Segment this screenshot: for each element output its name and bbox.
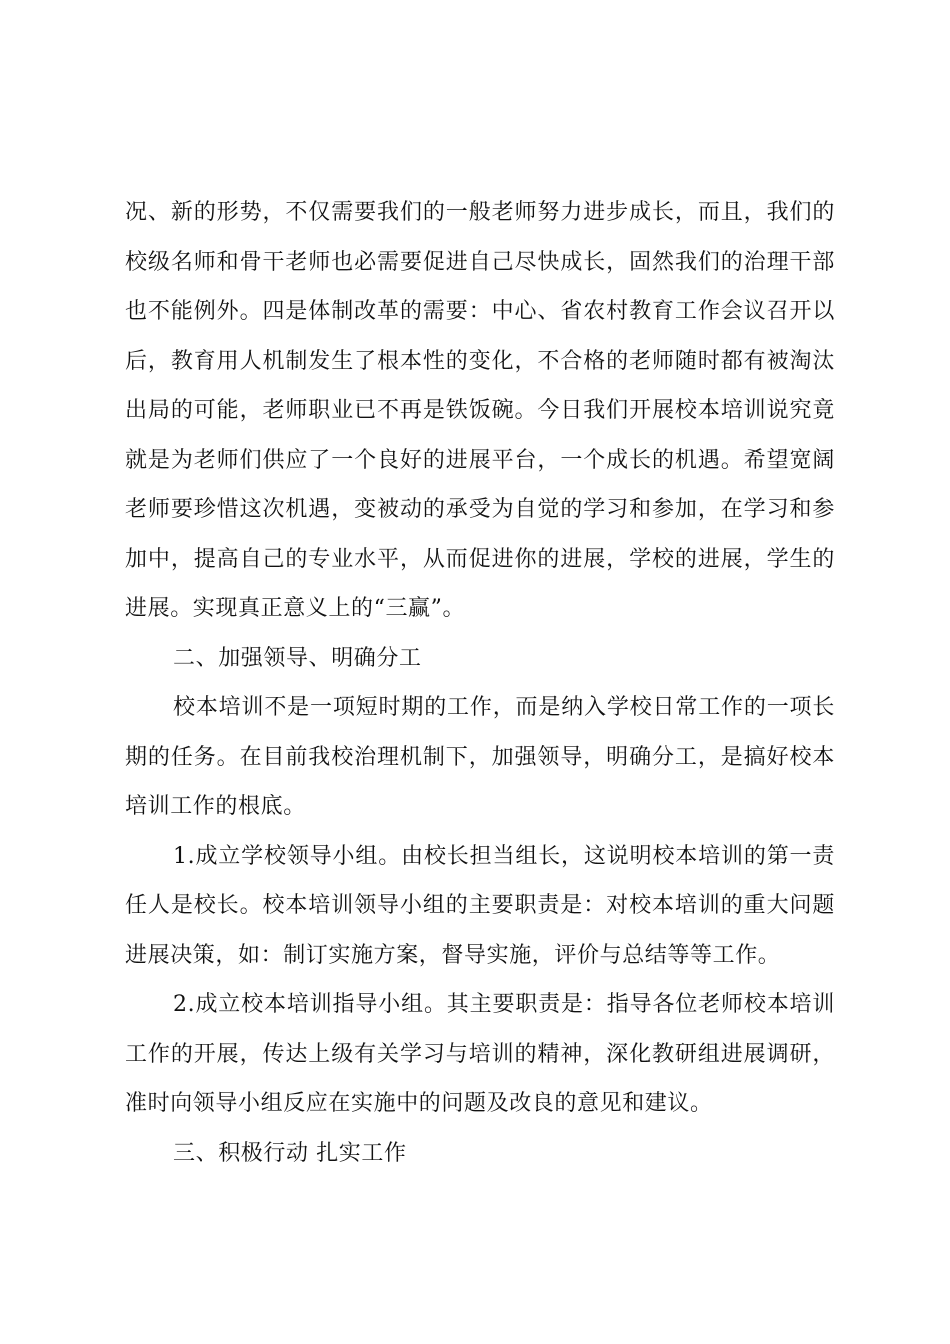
paragraph-school-training: 校本培训不是一项短时期的工作，而是纳入学校日常工作的一项长期的任务。在目前我校治理机制下，加强领导，明确分工，是搞好校本培训工作的根底。 bbox=[125, 695, 835, 819]
paragraph-guidance-group: 2.成立校本培训指导小组。其主要职责是：指导各位老师校本培训工作的开展，传达上级有关学习与培训的精神，深化教研组进展调研，准时向领导小组反应在实施中的问题及改良的意见和建议。 bbox=[125, 992, 835, 1116]
section-heading-3: 三、积极行动 扎实工作 bbox=[173, 1140, 407, 1166]
document-body bbox=[125, 188, 835, 1178]
paragraph-continuation: 况、新的形势，不仅需要我们的一般老师努力进步成长，而且，我们的校级名师和骨干老师也必需要促进自己尽快成长，固然我们的治理干部也不能例外。四是体制改革的需要：中心、省农村教育工作会议召开以后，教育用人机制发生了根本性的变化，不合格的老师随时都有被淘汰出局的可能，老师职业已不再是铁饭碗。今日我们开展校本培训说究竟就是为老师们供应了一个良好的进展平台，一个成长的机遇。希望宽阔老师要珍惜这次机遇，变被动的承受为自觉的学习和参加，在学习和参加中，提高自己的专业水平，从而促进你的进展，学校的进展，学生的进展。实现真正意义上的“三赢”。 bbox=[125, 200, 835, 621]
paragraph-leadership-group: 1.成立学校领导小组。由校长担当组长，这说明校本培训的第一责任人是校长。校本培训领导小组的主要职责是：对校本培训的重大问题进展决策，如：制订实施方案，督导实施，评价与总结等等工作。 bbox=[125, 843, 835, 968]
section-heading-2: 二、加强领导、明确分工 bbox=[173, 645, 422, 671]
